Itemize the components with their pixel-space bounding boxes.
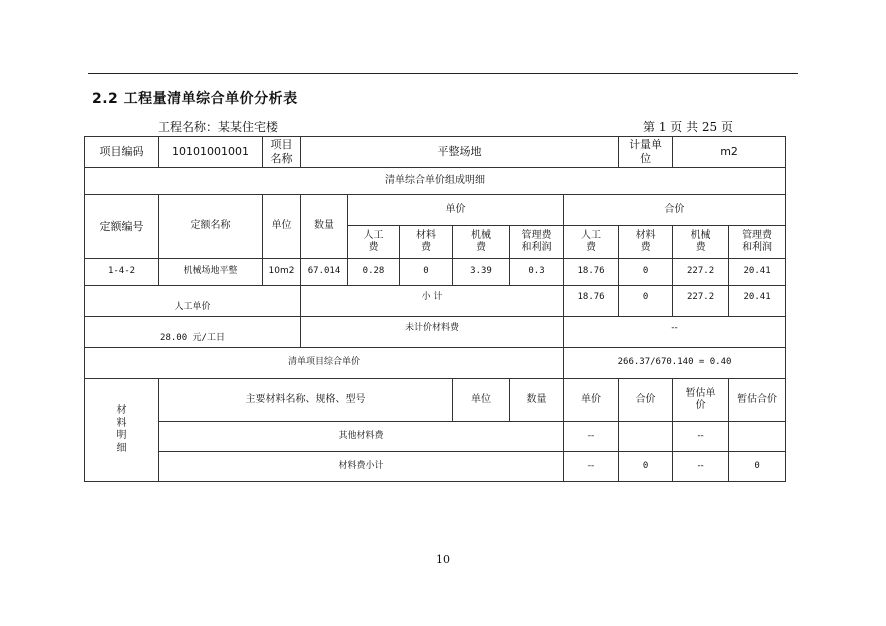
subtotal-material: 0 [619,286,673,317]
project-code-value: 10101001001 [159,137,263,168]
page-info: 第 1 页 共 25 页 [643,120,733,134]
composite-price-label: 清单项目综合单价 [85,348,564,379]
col-unit-price-group: 单价 [348,195,564,226]
col-est-total: 暂估合价 [729,379,786,422]
table-row [85,259,786,286]
measure-unit-value: m2 [673,137,786,168]
col-material-name: 主要材料名称、规格、型号 [159,379,453,422]
col-unit: 单位 [263,195,301,259]
measure-unit-label: 计量单 位 [619,137,673,168]
other-material-label: 其他材料费 [159,422,564,452]
subtotal-machine: 227.2 [673,286,729,317]
composition-section-title: 清单综合单价组成明细 [85,168,786,195]
labor-price-value: 28.00 元/工日 [85,317,301,348]
col-t-labor: 人工 费 [564,226,619,259]
top-rule [88,73,798,74]
unpriced-material-value: -- [564,317,786,348]
quota-name: 机械场地平整 [159,259,263,286]
subtotal-labor: 18.76 [564,286,619,317]
subtotal-label: 小 计 [301,286,564,317]
other-material-total [619,422,673,452]
material-subtotal-price: -- [564,452,619,482]
quota-quantity: 67.014 [301,259,348,286]
col-material-qty: 数量 [510,379,564,422]
material-subtotal-est-total: 0 [729,452,786,482]
other-est-price: -- [673,422,729,452]
t-mgmt: 20.41 [729,259,786,286]
col-t-machine: 机械 费 [673,226,729,259]
subtotal-mgmt: 20.41 [729,286,786,317]
up-machine: 3.39 [453,259,510,286]
page-number: 10 [436,553,450,566]
material-subtotal-total: 0 [619,452,673,482]
labor-price-label: 人工单价 [85,286,301,317]
section-heading: 2.2 工程量清单综合单价分析表 [92,91,298,107]
material-subtotal-est-price: -- [673,452,729,482]
col-up-labor: 人工 费 [348,226,400,259]
project-name: 工程名称：某某住宅楼 [158,120,279,134]
table-header-row [85,137,786,168]
composite-price-value: 266.37/670.140 = 0.40 [564,348,786,379]
t-material: 0 [619,259,673,286]
t-machine: 227.2 [673,259,729,286]
col-quota-name: 定额名称 [159,195,263,259]
col-t-material: 材料 费 [619,226,673,259]
project-code-label: 项目编码 [85,137,159,168]
col-material-total: 合价 [619,379,673,422]
t-labor: 18.76 [564,259,619,286]
col-quantity: 数量 [301,195,348,259]
unit-price-analysis-table [84,136,786,482]
col-up-material: 材料 费 [400,226,453,259]
col-total-group: 合价 [564,195,786,226]
col-material-price: 单价 [564,379,619,422]
other-material-price: -- [564,422,619,452]
other-est-total [729,422,786,452]
col-up-mgmt: 管理费 和利润 [510,226,564,259]
col-t-mgmt: 管理费 和利润 [729,226,786,259]
col-quota-no: 定额编号 [85,195,159,259]
project-name-value: 平整场地 [301,137,619,168]
quota-unit: 10m2 [263,259,301,286]
up-mgmt: 0.3 [510,259,564,286]
unpriced-material-label: 未计价材料费 [301,317,564,348]
up-labor: 0.28 [348,259,400,286]
quota-no: 1-4-2 [85,259,159,286]
material-subtotal-label: 材料费小计 [159,452,564,482]
materials-side-label: 材 料 明 细 [85,379,159,482]
col-material-unit: 单位 [453,379,510,422]
up-material: 0 [400,259,453,286]
col-up-machine: 机械 费 [453,226,510,259]
col-est-price: 暂估单 价 [673,379,729,422]
project-name-label: 项目 名称 [263,137,301,168]
